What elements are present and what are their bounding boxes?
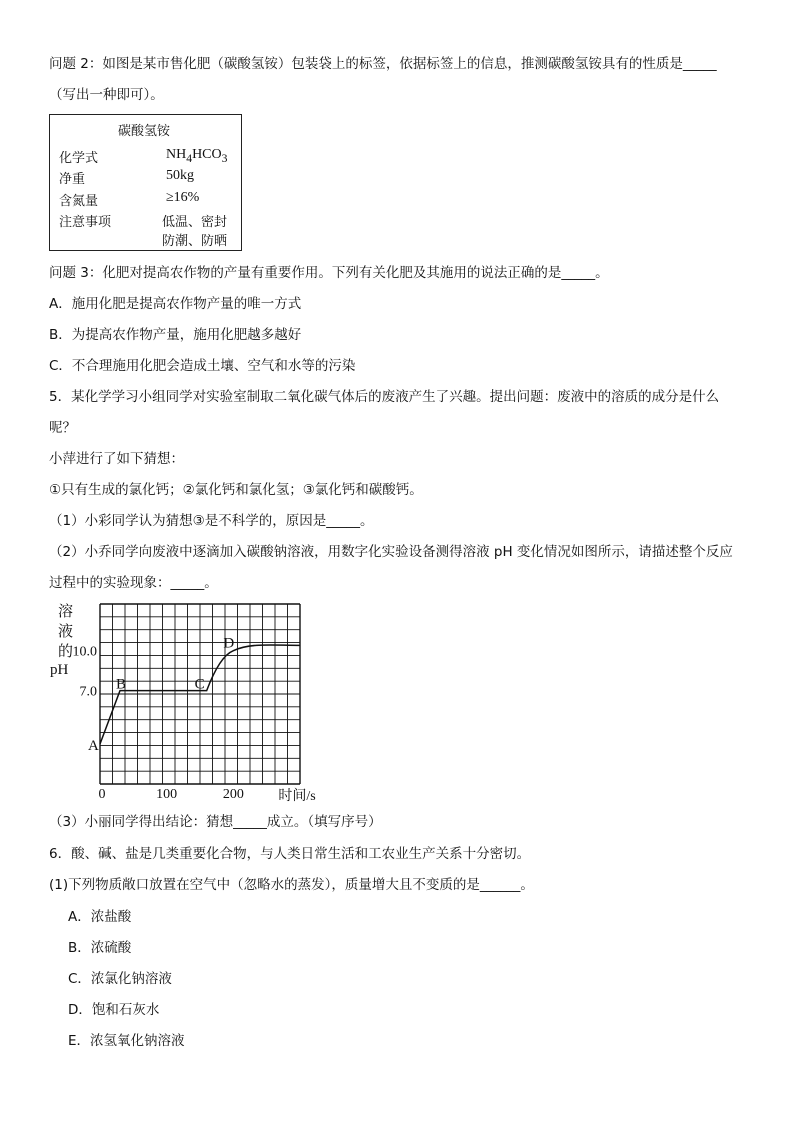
q3-option-a: A．施用化肥是提高农作物产量的唯一方式 (49, 296, 302, 312)
q5-sub3: （3）小丽同学得出结论：猜想_____成立。（填写序号） (49, 814, 382, 830)
y-tick-label: 7.0 (79, 684, 97, 700)
q2-line2: （写出一种即可）。 (49, 87, 164, 103)
chart-grid (100, 604, 300, 784)
y-axis-label-char: 的 (58, 644, 74, 660)
q5-stem-line1: 5．某化学学习小组同学对实验室制取二氧化碳气体后的废液产生了兴趣。提出问题：废液中的溶质的成分是什么 (49, 389, 720, 405)
label-key-nitrogen: 含氮量 (59, 194, 99, 209)
y-tick-label: 10.0 (72, 644, 97, 660)
label-title: 碳酸氢铵 (118, 124, 171, 139)
point-label-b: B (116, 676, 127, 693)
q6-option-d: D．饱和石灰水 (68, 1002, 160, 1018)
label-val-formula: $NH_4HCO_3$ (166, 147, 228, 165)
q5-guesses: ①只有生成的氯化钙；②氯化钙和氯化氢；③氯化钙和碳酸钙。 (49, 482, 423, 498)
y-axis-label-char: pH (50, 662, 69, 678)
x-axis-label: 时间/s (278, 789, 316, 804)
q5-sub2-line1: （2）小乔同学向废液中逐滴加入碳酸钠溶液，用数字化实验设备测得溶液 pH 变化情况如图所示，请描述整个反应 (49, 544, 733, 560)
fertilizer-label (49, 114, 242, 251)
q3-stem: 问题 3：化肥对提高农作物的产量有重要作用。下列有关化肥及其施用的说法正确的是_____。 (49, 265, 609, 281)
label-key-weight: 净重 (59, 172, 86, 187)
q3-option-b: B．为提高农作物产量，施用化肥越多越好 (49, 327, 302, 343)
q6-option-c: C．浓氯化钠溶液 (68, 971, 172, 987)
label-key-formula: 化学式 (59, 151, 99, 166)
y-axis-label-char: 液 (58, 624, 74, 640)
q6-sub1: (1)下列物质敞口放置在空气中（忽略水的蒸发），质量增大且不变质的是______。 (49, 877, 534, 893)
point-label-c: C (194, 676, 205, 693)
x-tick-label: 0 (98, 787, 106, 802)
label-val-weight: 50kg (166, 168, 194, 183)
label-key-notes: 注意事项 (59, 215, 112, 230)
label-val-notes-1: 低温、密封 (162, 215, 228, 230)
q5-guess-intro: 小萍进行了如下猜想： (49, 451, 184, 467)
x-tick-label: 100 (156, 787, 178, 802)
point-label-d: D (223, 635, 235, 652)
q5-sub1: （1）小彩同学认为猜想③是不科学的，原因是_____。 (49, 513, 374, 529)
label-val-nitrogen: ≥16% (166, 190, 200, 205)
q6-option-e: E．浓氢氧化钠溶液 (68, 1033, 185, 1049)
ph-chart (40, 598, 340, 808)
q5-sub2-line2: 过程中的实验现象：_____。 (49, 575, 218, 591)
x-tick-label: 200 (222, 787, 244, 802)
q6-stem: 6．酸、碱、盐是几类重要化合物，与人类日常生活和工农业生产关系十分密切。 (49, 846, 531, 862)
y-axis-label-char: 溶 (58, 604, 74, 620)
point-label-a: A (88, 738, 99, 754)
q6-option-b: B．浓硫酸 (68, 940, 132, 956)
q3-option-c: C．不合理施用化肥会造成土壤、空气和水等的污染 (49, 358, 356, 374)
label-val-notes-2: 防潮、防晒 (162, 234, 228, 249)
q2-line1: 问题 2：如图是某市售化肥（碳酸氢铵）包装袋上的标签，依据标签上的信息，推测碳酸氢铵具有的性质是_____ (49, 56, 717, 72)
q5-stem-line2: 呢？ (49, 420, 76, 436)
q6-option-a: A．浓盐酸 (68, 909, 132, 925)
